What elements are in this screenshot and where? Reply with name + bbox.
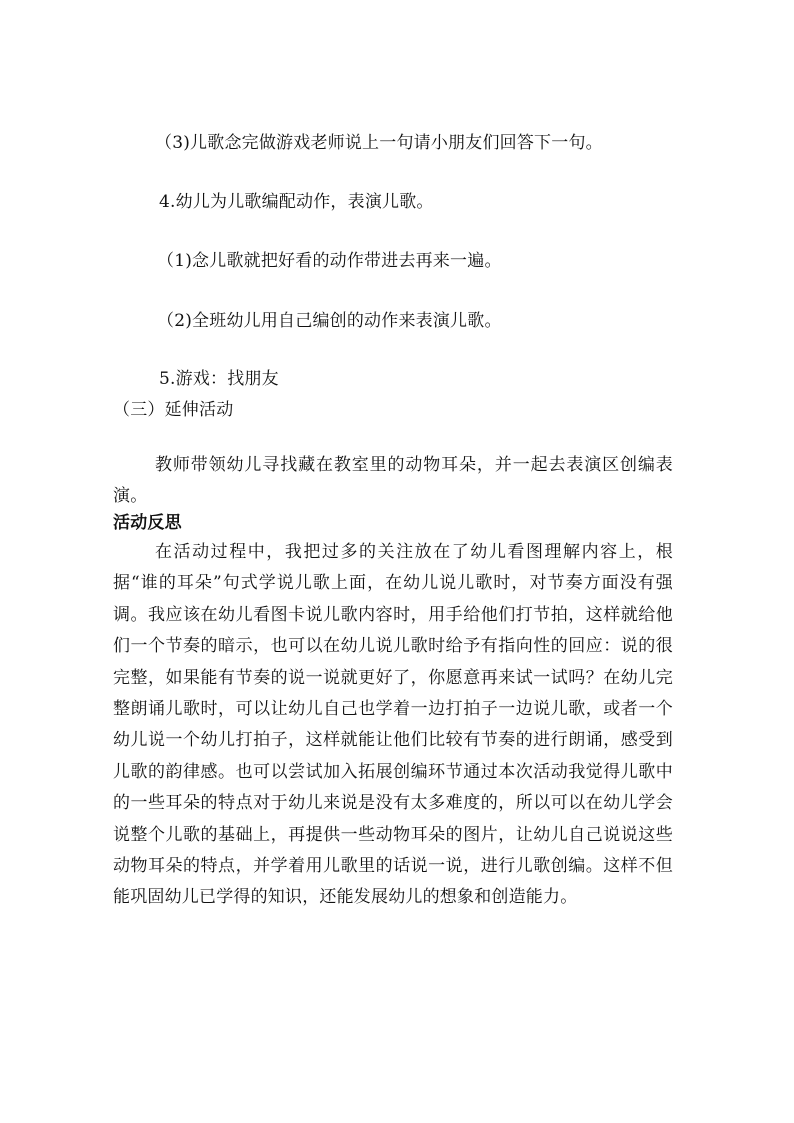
step-3-3-text: （3)儿歌念完做游戏老师说上一句请小朋友们回答下一句。 — [155, 133, 603, 153]
step-4-text: 4.幼儿为儿歌编配动作，表演儿歌。 — [159, 192, 434, 212]
reflection-title: 活动反思 — [113, 513, 182, 533]
step-4-1-text: （1)念儿歌就把好看的动作带进去再来一遍。 — [157, 251, 502, 271]
step-5-text: 5.游戏：找朋友 — [159, 369, 279, 389]
step-4-2-text: （2)全班幼儿用自己编创的动作来表演儿歌。 — [157, 311, 502, 331]
section-3-body: 教师带领幼儿寻找藏在教室里的动物耳朵，并一起去表演区创编表演。 — [113, 455, 673, 507]
reflection-body: 在活动过程中，我把过多的关注放在了幼儿看图理解内容上，根据“谁的耳朵”句式学说儿歌上面，在幼儿说儿歌时，对节奏方面没有强调。我应该在幼儿看图卡说儿歌内容时，用手给他们打节拍，这样就给他们一个节奏的暗示，也可以在幼儿说儿歌时给予有指向性的回应：说的很完整，如果能有节奏的说一说就更好了，你愿意再来试一试吗？在幼儿完整朗诵儿歌时，可以让幼儿自己也学着一边打拍子一边说儿歌，或者一个幼儿说一个幼儿打拍子，这样就能让他们比较有节奏的进行朗诵，感受到儿歌的韵律感。也可以尝试加入拓展创编环节通过本次活动我觉得儿歌中的一些耳朵的特点对于幼儿来说是没有太多难度的，所以可以在幼儿学会说整个儿歌的基础上，再提供一些动物耳朵的图片，让幼儿自己说说这些动物耳朵的特点，并学着用儿歌里的话说一说，进行儿歌创编。这样不但能巩固幼儿已学得的知识，还能发展幼儿的想象和创造能力。 — [113, 542, 673, 908]
section-3-title: （三）延伸活动 — [113, 400, 234, 420]
